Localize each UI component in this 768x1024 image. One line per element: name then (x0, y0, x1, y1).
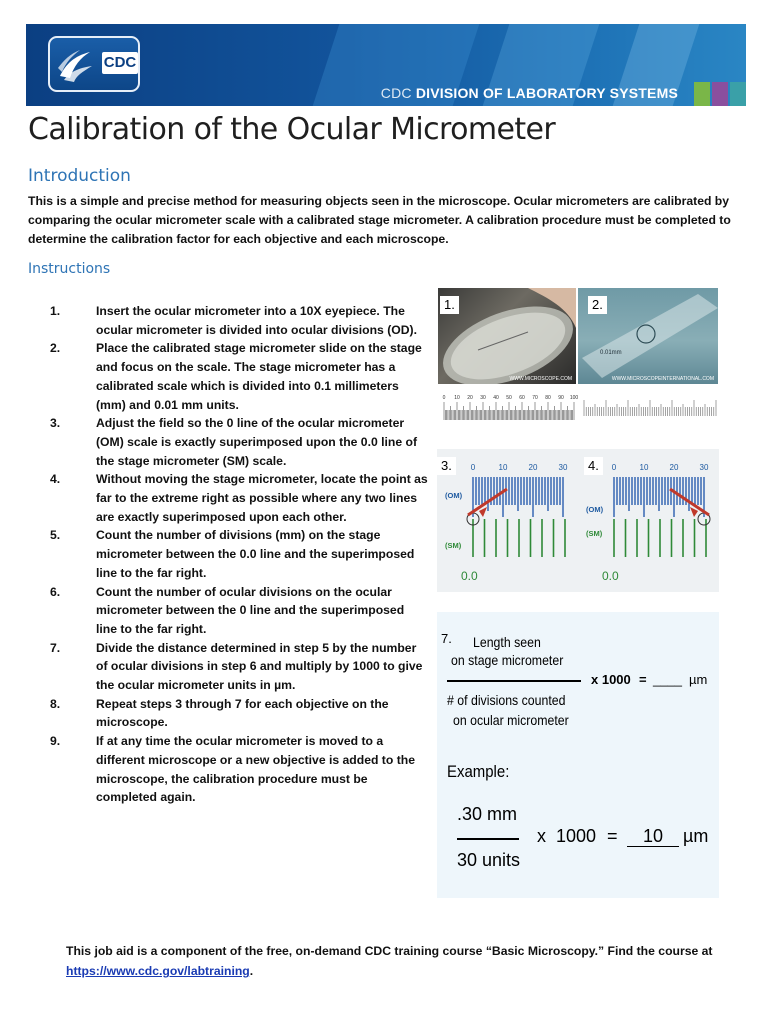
step-text: Adjust the field so the 0 line of the ocular micrometer (OM) scale is exactly superimposed upon the 0.0 line of the stage micrometer (SM) scale. (96, 416, 418, 468)
formula-unit: µm (689, 672, 708, 687)
footer-note (66, 941, 726, 981)
figure-3-label: 3. (437, 457, 456, 475)
om-scale-number: 10 (498, 463, 508, 472)
step-item (28, 302, 428, 339)
footer-text: This job aid is a component of the free, on-demand CDC training course “Basic Microscopy.” Find the course at (66, 944, 713, 958)
ocular-scale-number: 100 (569, 395, 579, 401)
page-title: Calibration of the Ocular Micrometer (28, 112, 556, 147)
ocular-scale-number: 70 (532, 395, 538, 401)
example-denominator: 30 units (457, 850, 521, 870)
step-text: Repeat steps 3 through 7 for each objective on the microscope. (96, 696, 389, 730)
om-scale-number: 20 (669, 463, 679, 472)
step-text: Count the number of divisions (mm) on the stage micrometer between the 0.0 line and the superimposed line to the far right. (96, 528, 415, 580)
instruction-steps (28, 302, 428, 807)
formula-denominator-line2: on ocular micrometer (453, 712, 569, 728)
om-scale-number: 20 (528, 463, 538, 472)
step-item (28, 732, 428, 807)
hhs-eagle-icon (56, 46, 96, 84)
logo-text: CDC (102, 52, 138, 74)
stage-scale-graphic (582, 396, 718, 420)
ocular-scale-number: 60 (519, 395, 525, 401)
step-number: 1. (50, 304, 61, 318)
figure-4-alignment (578, 449, 719, 592)
om-scale-number: 0 (611, 463, 617, 472)
step-text: Count the number of ocular divisions on the ocular micrometer between the 0 line and the superimposed line to the far right. (96, 584, 405, 636)
ocular-scale-number: 10 (454, 395, 460, 401)
ocular-scale-number: 30 (480, 395, 486, 401)
formula-multiplier: x 1000 (591, 672, 631, 687)
ocular-scale-number: 20 (467, 395, 473, 401)
figure-1-credit: WWW.MICROSCOPE.COM (509, 376, 572, 382)
figure-2-credit: WWW.MICROSCOPEINTERNATIONAL.COM (611, 376, 714, 382)
example-numerator: .30 mm (457, 804, 518, 824)
formula-numerator-line2: on stage micrometer (451, 652, 564, 668)
sm-label: (SM) (445, 541, 462, 550)
step-text: If at any time the ocular micrometer is moved to a different microscope or a new objective is added to the microscope, the calibration procedure must be completed again. (96, 734, 415, 805)
ocular-scale-number: 40 (493, 395, 499, 401)
division-prefix: CDC (380, 85, 412, 101)
om-scale-number: 0 (470, 463, 476, 472)
zero-label: 0.0 (461, 569, 478, 583)
introduction-text: This is a simple and precise method for measuring objects seen in the microscope. Ocular micrometers are calibrated by comparing the ocular micrometer scale with a calibrated stage micrometer. A calibration procedure must be completed to determine the calibration factor for each objective and each microscope. (28, 194, 731, 246)
ocular-scale-strip (440, 390, 580, 426)
step-number: 9. (50, 734, 61, 749)
figure-4-label: 4. (584, 457, 603, 475)
formula-denominator-line1: # of divisions counted (447, 692, 566, 708)
step-number: 7. (50, 640, 61, 655)
example-multiplier: x 1000 (537, 826, 597, 846)
step-item (28, 526, 428, 582)
step-text: Place the calibrated stage micrometer slide on the stage and focus on the scale. The stage micrometer has a calibrated scale which is divided into 0.1 millimeters (mm) and 0.01 mm units. (96, 341, 422, 412)
step-number: 3. (50, 416, 61, 431)
slide-scale-text: 0.01mm (600, 350, 622, 356)
formula-equals: = (639, 672, 647, 687)
figure-1-label: 1. (440, 296, 459, 314)
example-result: 10 (627, 826, 679, 847)
instructions-heading: Instructions (28, 261, 111, 277)
step-text: Insert the ocular micrometer into a 10X eyepiece. The ocular micrometer is divided into ocular divisions (OD). (96, 304, 418, 337)
figure-3-alignment (437, 449, 578, 592)
figure-ocular-disc-photo (438, 288, 576, 384)
om-label: (OM) (445, 491, 463, 500)
om-scale-number: 30 (699, 463, 709, 472)
om-scale-number: 30 (558, 463, 568, 472)
figure-7-label: 7. (441, 631, 452, 646)
step-item (28, 639, 428, 695)
step-item (28, 695, 428, 732)
ocular-scale-number: 80 (545, 395, 551, 401)
step-number: 5. (50, 528, 61, 543)
ocular-scale-number: 90 (558, 395, 564, 401)
figure-2-label: 2. (588, 296, 607, 314)
figure-3-scale-graphic (437, 449, 578, 592)
ocular-scale-number: 0 (442, 395, 446, 401)
step-item (28, 414, 428, 470)
om-label: (OM) (586, 505, 604, 514)
om-scale-number: 10 (639, 463, 649, 472)
step-item (28, 339, 428, 414)
header-banner (26, 24, 746, 106)
footer-suffix: . (249, 964, 254, 978)
step-number: 2. (50, 341, 61, 356)
example-heading: Example: (447, 762, 510, 781)
step-number: 6. (50, 584, 61, 599)
sm-label: (SM) (586, 529, 603, 538)
introduction-heading: Introduction (28, 166, 131, 186)
example-equals: = (607, 826, 618, 846)
figure-stage-slide-photo (578, 288, 718, 384)
cdc-logo[interactable] (48, 36, 140, 92)
formula-numerator-line1: Length seen (473, 634, 541, 650)
ocular-scale-graphic (440, 390, 580, 426)
stage-scale-strip (582, 396, 718, 420)
formula-fraction-bar (447, 680, 581, 682)
figure-7-formula (437, 612, 719, 898)
step-text: Divide the distance determined in step 5 by the number of ocular divisions in step 6 and multiply by 1000 to give the ocular micrometer units in µm. (96, 640, 423, 693)
ocular-scale-number: 50 (506, 395, 512, 401)
labtraining-link[interactable]: https://www.cdc.gov/labtraining (66, 964, 250, 978)
accent-block-green (694, 82, 710, 106)
step-number: 4. (50, 472, 61, 487)
accent-block-teal (730, 82, 746, 106)
formula-blank: ____ (653, 672, 682, 687)
division-title: DIVISION OF LABORATORY SYSTEMS (415, 85, 678, 101)
example-fraction-bar (457, 838, 519, 840)
example-unit: µm (683, 826, 709, 846)
accent-block-purple (712, 82, 728, 106)
step-item (28, 470, 428, 526)
step-number: 8. (50, 696, 61, 711)
zero-label: 0.0 (602, 569, 619, 583)
division-name (381, 84, 678, 102)
step-item (28, 583, 428, 639)
step-text: Without moving the stage micrometer, locate the point as far to the extreme right as possible where any two lines are exactly superimposed upon each other. (96, 472, 428, 524)
